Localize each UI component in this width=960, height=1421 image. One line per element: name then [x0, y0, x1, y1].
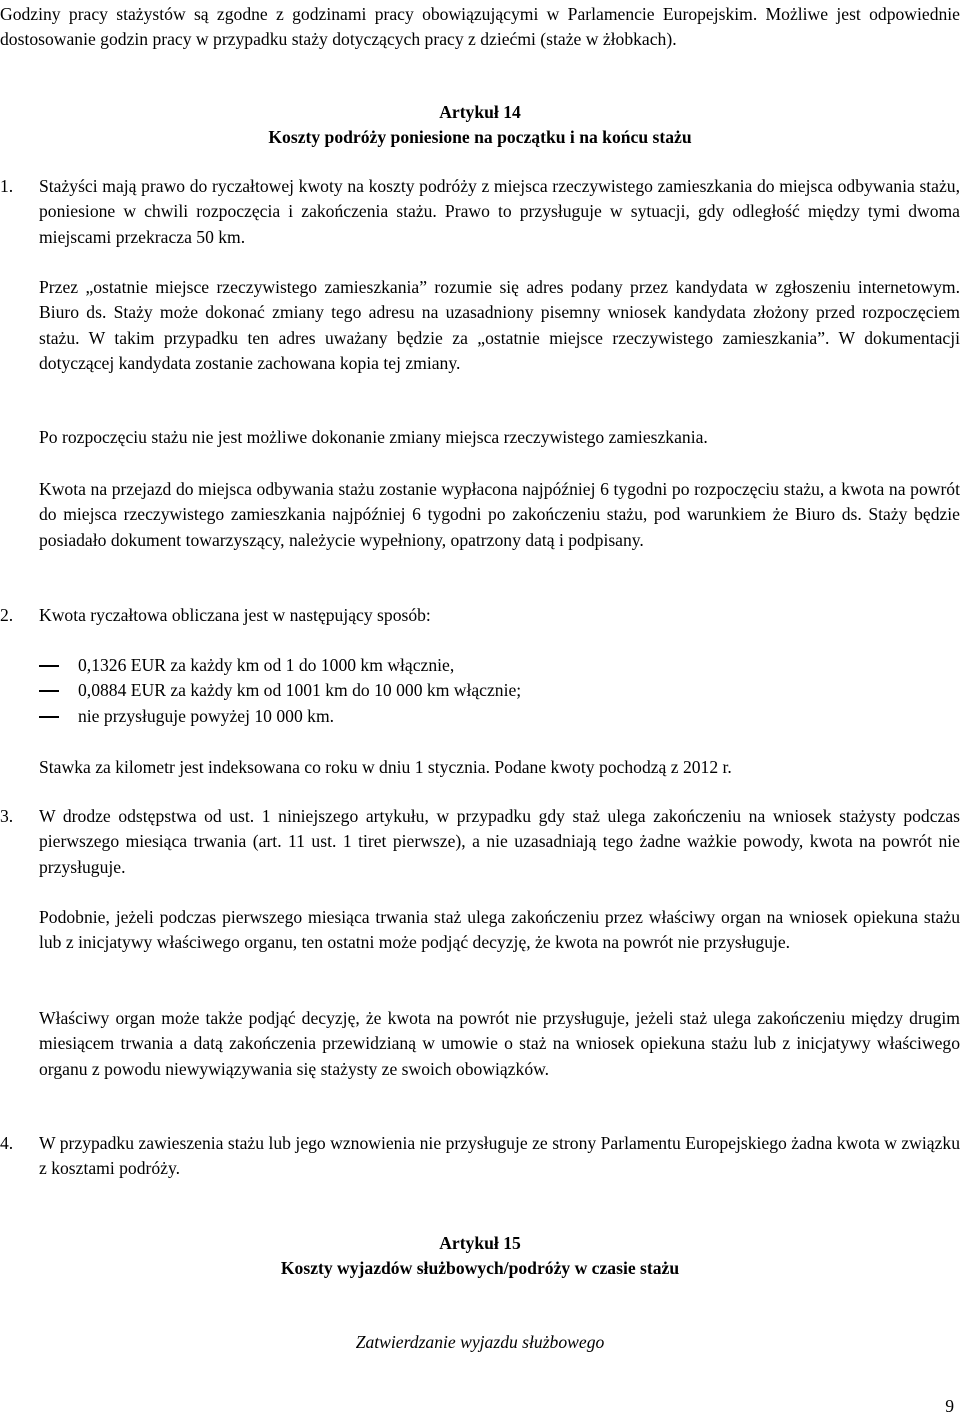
point-3-number: 3.: [0, 806, 14, 826]
indexation-paragraph: Stawka za kilometr jest indeksowana co roku w dniu 1 stycznia. Podane kwoty pochodzą z 2012 r.: [39, 757, 732, 777]
point-3-paragraph: W drodze odstępstwa od ust. 1 niniejszego artykułu, w przypadku gdy staż ulega zakończeniu na wniosek stażysty podczas pierwszego miesiąca trwania (art. 11 ust. 1 tiret pierwsze), a nie uzasadniają tego żadne ważkie powody, kwota na powrót nie przysługuje.: [39, 806, 960, 877]
article-14-title: Koszty podróży poniesione na początku i na końcu stażu: [268, 127, 692, 148]
dash-bullet: [39, 690, 59, 692]
obligations-paragraph: Właściwy organ może także podjąć decyzję, że kwota na powrót nie przysługuje, jeżeli staż ulega zakończeniu między drugim miesiącem trwania a datą zakończenia przewidzianą w umowie o staż na wniosek opiekuna stażu lub z inicjatywy właściwego organu z powodu niewywiązywania się stażysty ze swoich obowiązków.: [39, 1008, 960, 1079]
article-15-title: Koszty wyjazdów służbowych/podróży w czasie stażu: [280, 1258, 680, 1279]
article-15-heading: [0, 1231, 960, 1282]
residence-change-paragraph: Po rozpoczęciu stażu nie jest możliwe dokonanie zmiany miejsca rzeczywistego zamieszkania.: [39, 427, 708, 447]
article-14-heading: [0, 100, 960, 151]
page-number: 9: [945, 1396, 954, 1416]
dash-bullet: [39, 665, 59, 667]
article-15-number: Artykuł 15: [439, 1233, 521, 1253]
point-1-number: 1.: [0, 176, 14, 196]
point-4-number: 4.: [0, 1133, 14, 1153]
list-item: [39, 653, 939, 678]
point-2-number: 2.: [0, 605, 14, 625]
dash-bullet: [39, 716, 59, 718]
point-1-paragraph: Stażyści mają prawo do ryczałtowej kwoty na koszty podróży z miejsca rzeczywistego zamieszkania do miejsca odbywania stażu, poniesione w chwili rozpoczęcia i zakończenia stażu. Prawo to przysługuje w sytuacji, gdy odległość między tymi dwoma miejscami przekracza 50 km.: [39, 176, 960, 247]
rate-text: 0,0884 EUR za każdy km od 1001 km do 10 000 km włącznie;: [78, 680, 522, 701]
rate-text: 0,1326 EUR za każdy km od 1 do 1000 km włącznie,: [78, 655, 455, 675]
payment-paragraph: Kwota na przejazd do miejsca odbywania stażu zostanie wypłacona najpóźniej 6 tygodni po rozpoczęciu stażu, a kwota na powrót do miejsca rzeczywistego zamieszkania najpóźniej 6 tygodni po zakończeniu stażu, pod warunkiem że Biuro ds. Staży będzie posiadało dokument towarzyszący, należycie wypełniony, opatrzony datą i podpisany.: [39, 479, 960, 550]
residence-definition-paragraph: Przez „ostatnie miejsce rzeczywistego zamieszkania” rozumie się adres podany przez kandydata w zgłoszeniu internetowym. Biuro ds. Staży może dokonać zmiany tego adresu na uzasadniony pisemny wniosek kandydata złożony przed rozpoczęciem stażu. W takim przypadku ten adres uważany będzie za „ostatnie miejsce rzeczywistego zamieszkania”. W dokumentacji dotyczącej kandydata zostanie zachowana kopia tej zmiany.: [39, 277, 960, 373]
point-2-paragraph: Kwota ryczałtowa obliczana jest w następujący sposób:: [39, 605, 431, 625]
list-item: [39, 678, 939, 703]
article-15-subtitle: Zatwierdzanie wyjazdu służbowego: [355, 1332, 605, 1352]
intro-paragraph: Godziny pracy stażystów są zgodne z godzinami pracy obowiązującymi w Parlamencie Europejskim. Możliwe jest odpowiednie dostosowanie godzin pracy w przypadku staży dotyczących pracy z dziećmi (staże w żłobkach).: [0, 4, 960, 50]
list-item: [39, 704, 939, 729]
organ-termination-paragraph: Podobnie, jeżeli podczas pierwszego miesiąca trwania staż ulega zakończeniu przez właściwy organ na wniosek opiekuna stażu lub z inicjatywy właściwego organu, ten ostatni może podjąć decyzję, że kwota na powrót nie przysługuje.: [39, 907, 960, 953]
article-14-number: Artykuł 14: [439, 102, 521, 122]
rate-text: nie przysługuje powyżej 10 000 km.: [78, 705, 335, 726]
point-4-paragraph: W przypadku zawieszenia stażu lub jego wznowienia nie przysługuje ze strony Parlamentu Europejskiego żadna kwota w związku z kosztami podróży.: [39, 1133, 960, 1179]
rates-list: [39, 653, 939, 729]
